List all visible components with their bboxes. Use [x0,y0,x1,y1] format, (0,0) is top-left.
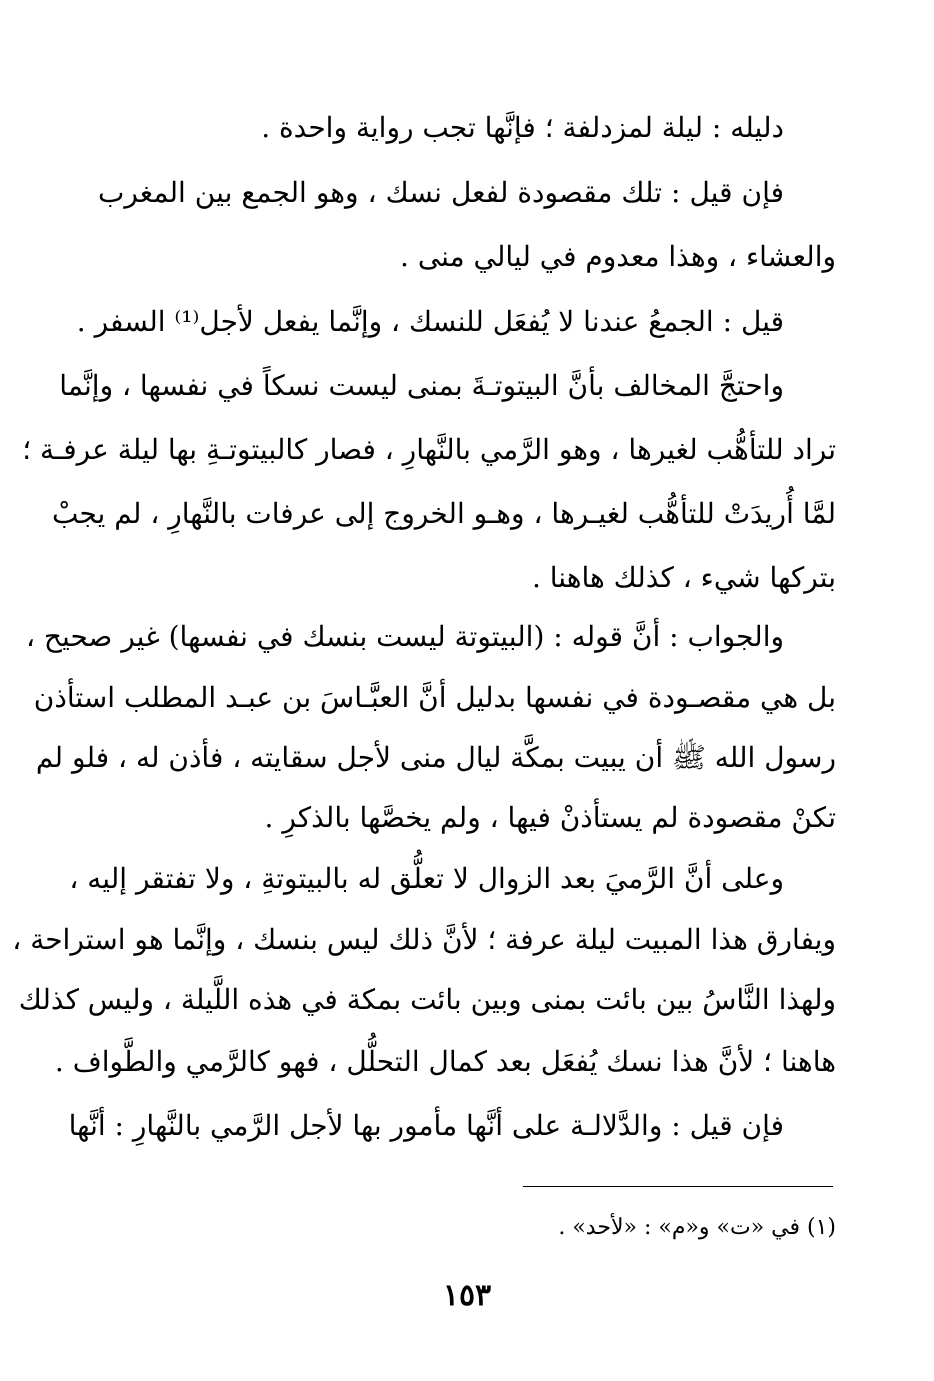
text-line-11: رسول الله ﷺ أن يبيت بمكَّة ليال منى لأجل سقايته ، فأذن له ، فلو لم [35,741,836,774]
text-line-1: دليله : ليلة لمزدلفة ؛ فإنَّها تجب رواية واحدة . [261,111,784,144]
footnote-divider [523,1186,833,1187]
text-line-3: والعشاء ، وهذا معدوم في ليالي منى . [400,240,836,273]
text-line-14: ويفارق هذا المبيت ليلة عرفة ؛ لأنَّ ذلك ليس بنسك ، وإنَّما هو استراحة ، [12,923,836,956]
text-line-17: فإن قيل : والدَّلالـة على أنَّها مأمور بها لأجل الرَّمي بالنَّهارِ : أنَّها [68,1109,784,1142]
text-line-6: تراد للتأهُّب لغيرها ، وهو الرَّمي بالنَّهارِ ، فصار كالبيتوتـةِ بها ليلة عرفـة ؛ [22,433,836,466]
text-line-7: لمَّا أُريدَتْ للتأهُّب لغيـرها ، وهـو الخروج إلى عرفات بالنَّهارِ ، لم يجبْ [51,497,836,530]
text-line-12: تكنْ مقصودة لم يستأذنْ فيها ، ولم يخصَّها بالذكرِ . [264,801,836,834]
text-line-8: بتركها شيء ، كذلك هاهنا . [531,561,836,594]
text-line-5: واحتجَّ المخالف بأنَّ البيتوتـةَ بمنى ليست نسكاً في نفسها ، وإنَّما [59,369,784,402]
text-line-9: والجواب : أنَّ قوله : (البيتوتة ليست بنسك في نفسها) غير صحيح ، [25,620,784,653]
text-line-2: فإن قيل : تلك مقصودة لفعل نسك ، وهو الجمع بين المغرب [98,176,784,209]
text-line-13: وعلى أنَّ الرَّميَ بعد الزوال لا تعلُّق له بالبيتوتةِ ، ولا تفتقر إليه ، [69,862,784,895]
text-line-10: بل هي مقصـودة في نفسها بدليل أنَّ العبَّـاسَ بن عبـد المطلب استأذن [33,681,836,714]
text-line-15: ولهذا النَّاسُ بين بائت بمنى وبين بائت بمكة في هذه اللَّيلة ، وليس كذلك [18,983,836,1016]
footnote: (١) في «ت» و«م» : «لأحد» . [558,1215,836,1240]
page-number: ١٥٣ [442,1278,492,1313]
text-line-4: قيل : الجمعُ عندنا لا يُفعَل للنسك ، وإنَّما يفعل لأجل⁽¹⁾ السفر . [76,305,784,338]
text-line-16: هاهنا ؛ لأنَّ هذا نسك يُفعَل بعد كمال التحلُّل ، فهو كالرَّمي والطَّواف . [54,1045,836,1078]
